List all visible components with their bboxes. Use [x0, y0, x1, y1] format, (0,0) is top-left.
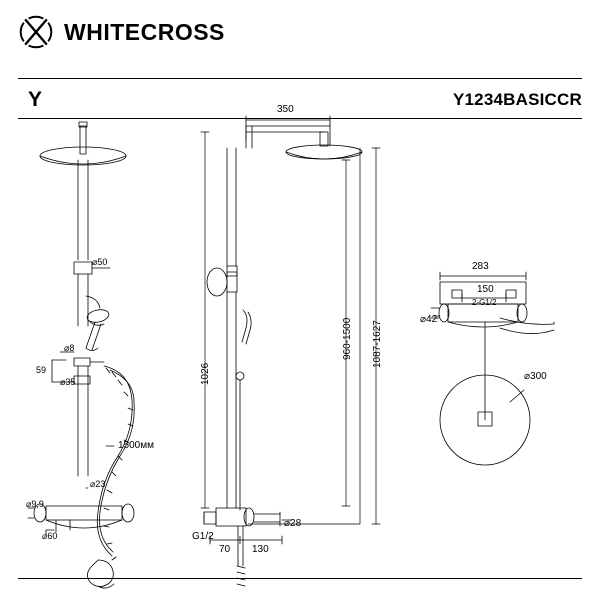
dim-top-2g12: 2-G1/2 — [472, 298, 497, 307]
dim-top-283: 283 — [472, 261, 489, 272]
dim-side-g12: G1/2 — [192, 531, 214, 542]
dim-front-d35: ⌀35 — [60, 377, 76, 387]
series-label: Y — [28, 88, 43, 111]
dim-front-59: 59 — [36, 365, 47, 375]
dim-front-d8: ⌀8 — [64, 343, 75, 353]
front-view-geometry — [28, 122, 134, 588]
dim-front-hose-length: 1500мм — [118, 440, 154, 451]
dim-top-d300: ⌀300 — [524, 371, 547, 382]
side-view-geometry — [201, 116, 380, 586]
dim-side-130: 130 — [252, 544, 269, 555]
dim-side-70: 70 — [219, 544, 231, 555]
dim-front-d23: ⌀23 — [90, 479, 106, 489]
model-code: Y1234BASICCR — [452, 90, 582, 109]
dim-front-d60: ⌀60 — [42, 531, 58, 541]
dim-side-1087-1627: 1087-1627 — [372, 320, 383, 368]
dim-top-150: 150 — [477, 284, 494, 295]
dim-front-d50: ⌀50 — [92, 257, 108, 267]
dim-front-d99: ⌀9,9 — [26, 499, 44, 509]
brand-name: WHITECROSS — [64, 18, 225, 45]
dim-top-d42: ⌀42 — [420, 314, 438, 325]
dim-side-1026: 1026 — [200, 362, 211, 385]
dim-side-960-1500: 960-1500 — [342, 317, 353, 360]
dim-side-350: 350 — [277, 104, 294, 115]
dim-side-d28: ⌀28 — [284, 518, 302, 529]
